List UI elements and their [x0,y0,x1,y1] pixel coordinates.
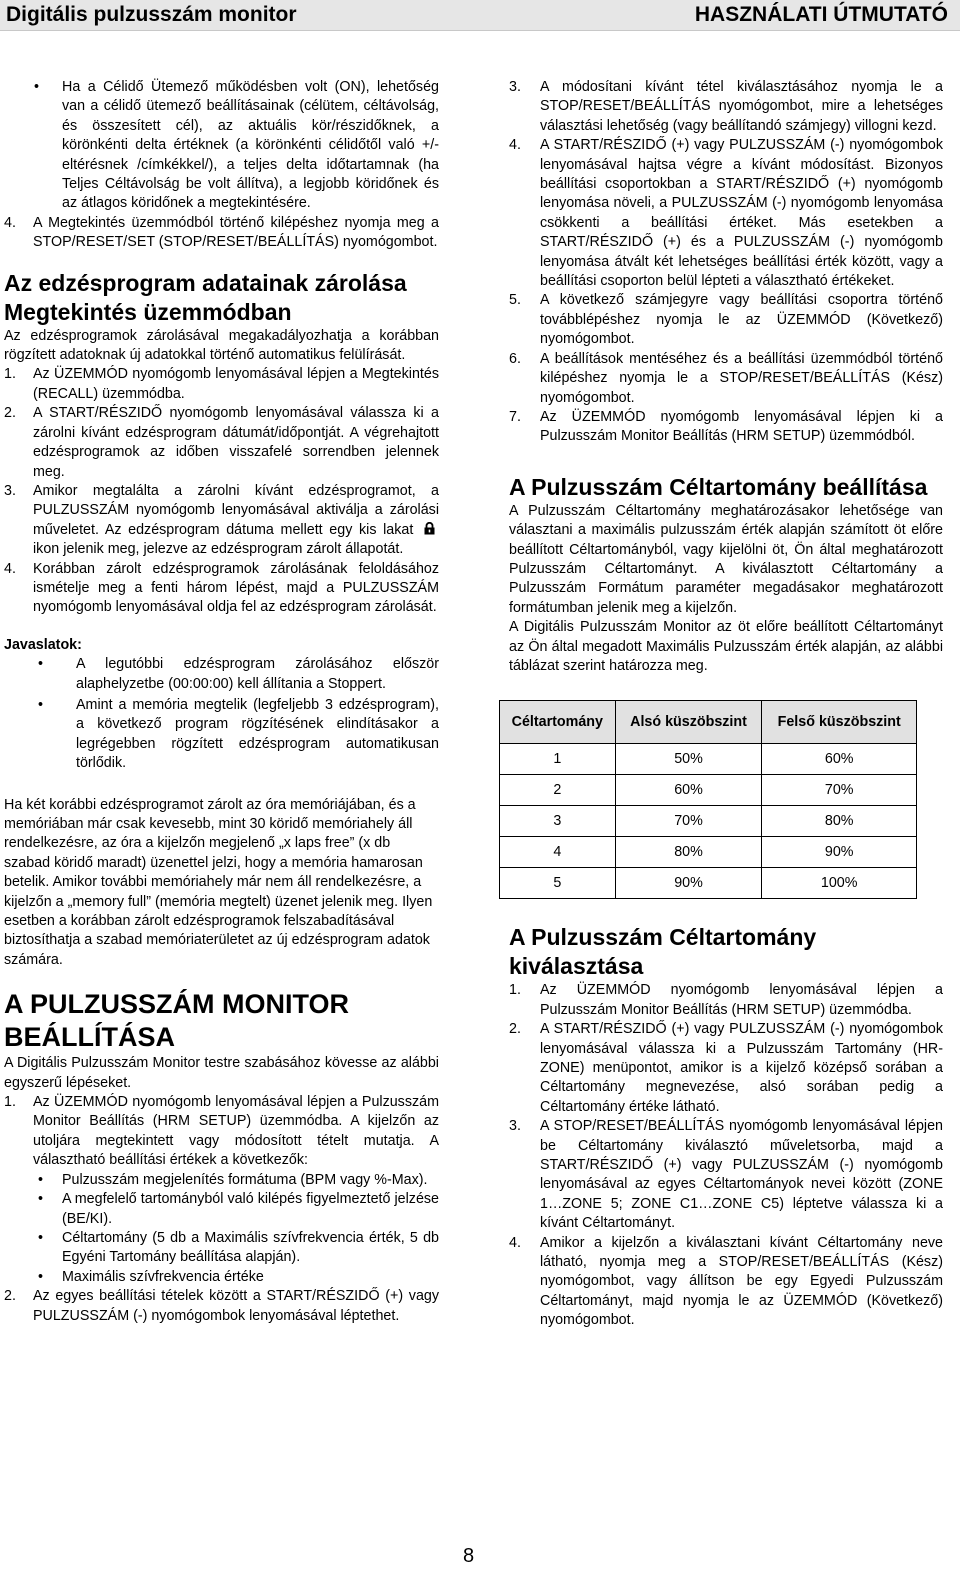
table-cell: 90% [762,837,917,868]
step-text: Amikor a kijelzőn a kiválasztani kívánt Céltartomány neve látható, nyomja meg a STOP/RESET/BEÁLLÍTÁS (Kész) nyomógombot, vagy állítson be egy Egyedi Pulzusszám Céltartományt, majd nyomja le az ÜZEMMÓD (Következő) nyomógombot. [540,1234,943,1329]
lock-icon [424,522,435,535]
table-cell: 1 [500,744,616,775]
table-cell: 60% [762,744,917,775]
setup-option-4: • Maximális szívfrekvencia értéke [4,1268,439,1287]
memory-paragraph: Ha két korábbi edzésprogramot zárolt az óra memóriájában, és a memóriában már csak kevesebb, mint 30 köridő memóriahely áll rendelkezésre, az óra a kijelzőn megjelenő „x laps free” (x db szabad köridő maradt) üzenettel jelzi, hogy a memória hamarosan betelik. Amikor további memóriahely már nem áll rendelkezésre, a kijelzőn a „memory full” (memória megtelt) üzenet jelenik meg. Ilyen esetben a korábban zárolt edzésprogramok felszabadításával biztosíthatja a szabad memóriaterületet az új edzésprogram adatok számára. [4,796,433,968]
step-number: 1. [509,982,521,999]
step-text: A START/RÉSZIDŐ (+) vagy PULZUSSZÁM (-) nyomógombok lenyomásával válassza ki a Pulzusszám Tartomány (HR-ZONE) menüpontot, amikor is a kijelző középső sorában a Céltartomány megnevezése, alsó sorában pedig a Céltartomány értéke látható. [540,1021,943,1115]
table-header-zone: Céltartomány [500,701,616,744]
setup-option-1: • Pulzusszám megjelenítés formátuma (BPM vagy %-Max). [4,1171,439,1190]
table-header-lower: Alsó küszöbszint [615,701,762,744]
setup-step-5 [509,291,943,349]
step-text: A Megtekintés üzemmódból történő kilépéshez nyomja meg a STOP/RESET/SET (STOP/RESET/BEÁLLÍTÁS) nyomógombot. [33,214,439,251]
select-step-1 [509,981,943,1020]
step-text: Az ÜZEMMÓD nyomógomb lenyomásával lépjen a Megtekintés (RECALL) üzemmódba. [33,366,439,402]
step-text: Az ÜZEMMÓD nyomógomb lenyomásával lépjen a Pulzusszám Monitor Beállítás (HRM SETUP) üzemmódba. A kijelzőn az utoljára megtekintett vagy módosított tételt mutatja. A választható beállítási értékek a következők: [33,1094,439,1169]
step-text: A beállítások mentéséhez és a beállítási üzemmódból történő kilépéshez nyomja le a STOP/RESET/BEÁLLÍTÁS (Kész) nyomógombot. [540,350,943,406]
intro-bullet: • Ha a Célidő Ütemező működésben volt (ON), lehetőség van a célidő ütemező beállításainak (célütem, céltávolság, és összesített cél), az aktuális kör/részidőknek, a körönkénti delta értéknek (a körönkénti célidőtől való +/- eltérésnek /címkékkel/), a teljes delta időtartamnak (ha Teljes Céltávolság be volt állítva), a legjobb köridőnek és az átlagos köridőnek a megtekintésére. [4,78,439,214]
zone-setup-heading: A Pulzusszám Céltartomány beállítása [509,473,928,500]
step-number: 3. [509,1118,521,1135]
table-cell: 60% [615,775,762,806]
select-step-2 [509,1020,943,1117]
setup-heading: A PULZUSSZÁM MONITOR BEÁLLÍTÁSA [4,989,349,1053]
setup-step-2 [4,1287,439,1326]
step-number: 7. [509,408,521,425]
step-text-a: Amikor megtalálta a zárolni kívánt edzésprogramot, a PULZUSSZÁM nyomógomb lenyomásával aktiválja a zárolási műveletet. Az edzésprogram dátuma mellett egy kis lakat [33,482,439,538]
tip-item-2: • Amint a memória megtelik (legfeljebb 3 edzésprogram), a következő program rögzítésének elindításakor a legrégebben rögzített edzésprogram automatikusan törlődik. [4,696,439,774]
setup-intro: A Digitális Pulzusszám Monitor testre szabásához kövesse az alábbi egyszerű lépéseket. [4,1055,439,1091]
table-row [500,868,917,899]
table-cell: 100% [762,868,917,899]
step-number: 4. [4,214,16,231]
setup-step-7 [509,408,943,447]
step-text: A START/RÉSZIDŐ (+) vagy PULZUSSZÁM (-) nyomógombok lenyomásával hajtsa végre a kívánt módosítást. Bizonyos beállítási csoportokban a START/RÉSZIDŐ (+) nyomógomb lenyomása növeli, a PULZUSSZÁM (-) nyomógomb lenyomása csökkenti a beállítási értéket. Más esetekben a START/RÉSZIDŐ (+) és a PULZUSSZÁM (-) nyomógomb lenyomása átvált két lehetséges beállítási érték között, vagy a beállítási csoporton belül lépteti a választható értékeket. [540,137,943,290]
table-cell: 90% [615,868,762,899]
lock-intro: Az edzésprogramok zárolásával megakadályozhatja a korábban rögzített adatoknak új adatokkal történő automatikus felülírását. [4,327,439,364]
step-text: A következő számjegyre vagy beállítási csoportra történő továbblépéshez nyomja le az ÜZEMMÓD (Következő) nyomógombot. [540,292,943,348]
table-header-upper: Felső küszöbszint [762,701,917,744]
step-text: A módosítani kívánt tétel kiválasztásához nyomja le a STOP/RESET/BEÁLLÍTÁS nyomógombot, mire a lehetséges választási lehetőség (vagy beállítandó számjegy) villogni kezd. [540,79,943,134]
step-number: 5. [509,292,521,309]
select-step-3 [509,1117,943,1233]
table-row [500,806,917,837]
zone-paragraph-2: A Digitális Pulzusszám Monitor az öt előre beállított Céltartományt az Ön által megadott Maximális Pulzusszám érték alapján, az alábbi táblázat szerint határozza meg. [509,619,943,674]
table-cell: 80% [762,806,917,837]
lock-step-1 [4,365,439,404]
step-text: Az ÜZEMMÓD nyomógomb lenyomásával lépjen ki a Pulzusszám Monitor Beállítás (HRM SETUP) üzemmódból. [540,408,943,445]
setup-step-1 [4,1093,439,1171]
left-column [4,78,439,1326]
zone-paragraph-1: A Pulzusszám Céltartomány meghatározásakor lehetősége van választani a maximális pulzusszám érték alapján számított öt előre beállított Céltartományból, vagy kijelölni öt, Ön által meghatározott Pulzusszám Céltartományt. A kiválasztott Céltartomány a Pulzusszám Formátum paraméter megadásakor meghatározott formátumban jelenik meg a kijelzőn. [509,502,943,616]
table-cell: 5 [500,868,616,899]
step-text: A START/RÉSZIDŐ nyomógomb lenyomásával válassza ki a zárolni kívánt edzésprogram dátumát/időpontját. A végrehajtott edzésprogramok az időben visszafelé sorrendben jelennek meg. [33,405,439,480]
step-number: 1. [4,366,16,383]
page-number: 8 [463,1545,475,1567]
step-number: 2. [4,1288,16,1305]
select-step-4 [509,1234,943,1331]
setup-step-3 [509,78,943,136]
step-number: 4. [4,560,16,577]
step-text: Az ÜZEMMÓD nyomógomb lenyomásával lépjen a Pulzusszám Monitor Beállítás (HRM SETUP) üzemmódba. [540,982,943,1018]
step-number: 4. [509,1234,521,1251]
tips-heading: Javaslatok: [4,636,82,653]
step-number: 1. [4,1094,16,1111]
table-cell: 70% [762,775,917,806]
recall-step-4 [4,214,439,253]
lock-heading: Az edzésprogram adatainak zárolása Megtekintés üzemmódban [4,269,407,325]
step-text: Korábban zárolt edzésprogramok zárolásának feloldásához ismételje meg a fenti három lépést, majd a PULZUSSZÁM nyomógomb lenyomásával oldja fel az edzésprogram zárolását. [33,560,439,616]
zone-select-heading: A Pulzusszám Céltartomány kiválasztása [509,924,817,980]
table-cell: 4 [500,837,616,868]
setup-option-2: • A megfelelő tartományból való kilépés figyelmeztető jelzése (BE/KI). [4,1190,439,1229]
table-row [500,837,917,868]
tip-item-1: • A legutóbbi edzésprogram zárolásához először alaphelyzetbe (00:00:00) kell állítania a Stoppert. [4,655,439,694]
setup-step-4 [509,136,943,291]
lock-step-3 [4,482,439,560]
step-number: 2. [509,1021,521,1038]
lock-step-2 [4,404,439,482]
table-cell: 70% [615,806,762,837]
table-header-row [500,701,917,744]
step-number: 4. [509,137,521,154]
step-number: 3. [4,482,16,499]
table-cell: 50% [615,744,762,775]
step-number: 6. [509,350,521,367]
step-number: 3. [509,79,521,95]
step-number: 2. [4,405,16,422]
step-text: Az egyes beállítási tételek között a START/RÉSZIDŐ (+) vagy PULZUSSZÁM (-) nyomógombok lenyomásával léptethet. [33,1288,439,1324]
setup-step-6 [509,350,943,408]
step-text: A STOP/RESET/BEÁLLÍTÁS nyomógomb lenyomásával lépjen be Céltartomány kiválasztó műveletsorba, majd a START/RÉSZIDŐ (+) vagy PULZUSSZÁM (-) nyomógomb lenyomásával az egyes Céltartományok nevei között (ZONE 1…ZONE 5; ZONE C1…ZONE C5) léptetve válassza ki a kívánt Céltartományt. [540,1118,943,1232]
table-cell: 3 [500,806,616,837]
table-row [500,775,917,806]
table-row [500,744,917,775]
setup-option-3: • Céltartomány (5 db a Maximális szívfrekvencia érték, 5 db Egyéni Tartomány beállítása alapján). [4,1229,439,1268]
lock-step-4 [4,560,439,618]
step-text-b: ikon jelenik meg, jelezve az edzésprogram zárolt állapotát. [33,541,404,558]
table-cell: 2 [500,775,616,806]
page-header [0,0,960,31]
header-right-title: HASZNÁLATI ÚTMUTATÓ [694,3,948,26]
header-left-title: Digitális pulzusszám monitor [6,3,297,26]
zone-table [499,700,917,899]
table-cell: 80% [615,837,762,868]
right-column [509,78,943,1331]
